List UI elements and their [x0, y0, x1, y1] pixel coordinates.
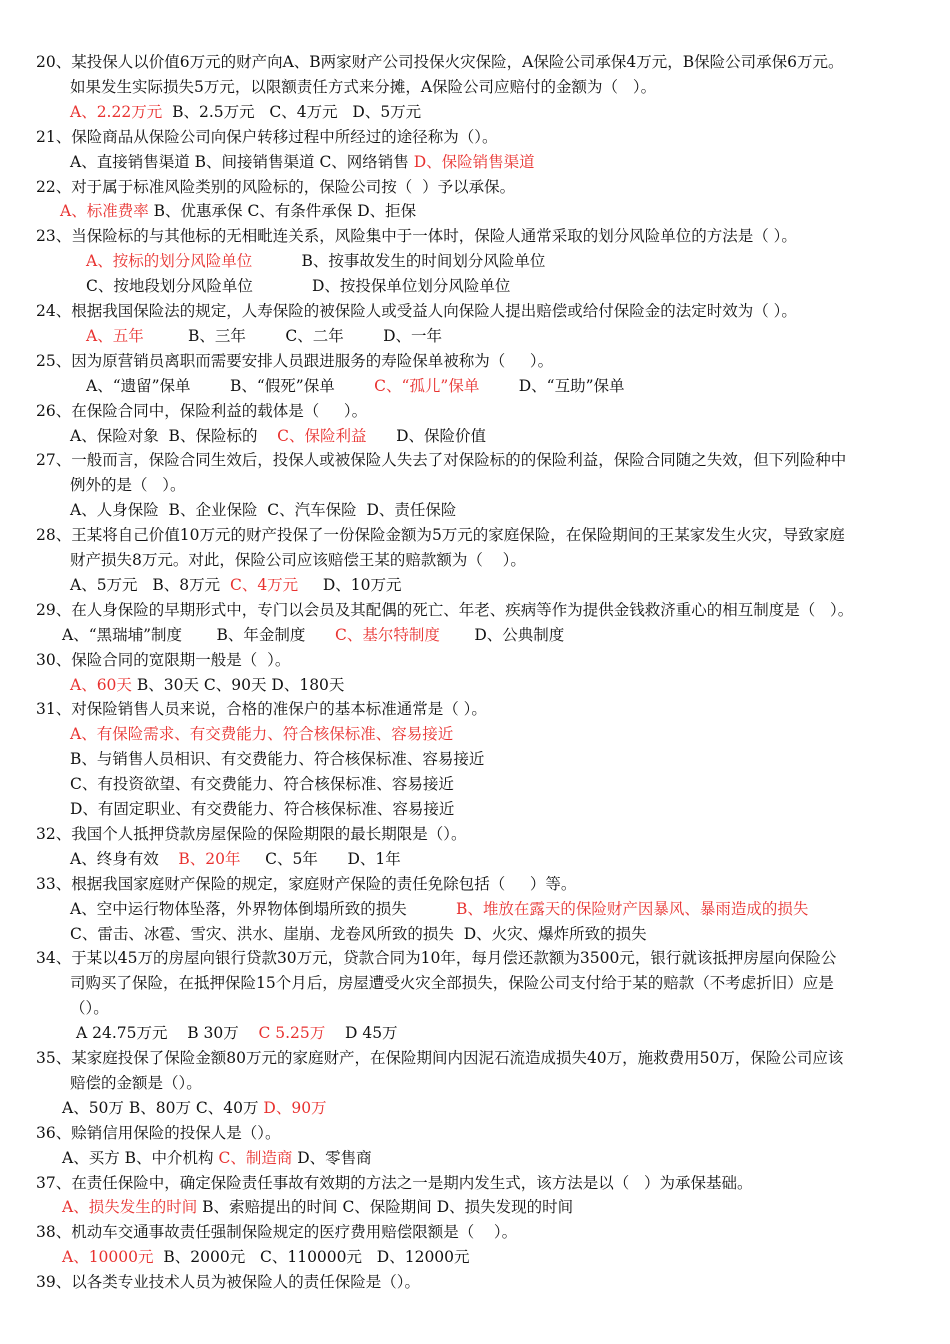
- line-text: A 24.75万元 B 30万: [76, 1024, 259, 1043]
- line-text: A、买方 B、中介机构: [62, 1148, 219, 1167]
- line-text: 34、于某以45万的房屋向银行贷款30万元，贷款合同为10年，每月偿还款额为3500元，银行就该抵押房屋向保险公: [36, 949, 837, 968]
- line-text: 财产损失8万元。对此，保险公司应该赔偿王某的赔款额为（ ）。: [70, 551, 526, 569]
- line-text: D、公典制度: [439, 625, 565, 644]
- text-line: [0, 50, 950, 74]
- text-line: [0, 598, 950, 622]
- line-text: A、终身有效: [70, 849, 179, 868]
- line-text: 20、某投保人以价值6万元的财产向A、B两家财产公司投保火灾保险，A保险公司承保4万元，B保险公司承保6万元。: [36, 53, 844, 71]
- answer-text: C 5.25万: [258, 1024, 326, 1043]
- text-line: [0, 722, 950, 746]
- line-text: 33、根据我国家庭财产保险的规定，家庭财产保险的责任免除包括（ ）等。: [36, 874, 577, 893]
- text-line: [0, 1195, 950, 1219]
- line-text: B、30天 C、90天 D、180天: [131, 675, 345, 694]
- line-text: 31、对保险销售人员来说，合格的准保户的基本标准通常是（ ）。: [36, 700, 487, 719]
- answer-text: A、10000元: [62, 1248, 154, 1267]
- answer-text: D、90万: [263, 1098, 327, 1117]
- line-text: 如果发生实际损失5万元，以限额责任方式来分摊，A保险公司应赔付的金额为（ ）。: [70, 77, 657, 96]
- text-line: [0, 424, 950, 448]
- answer-text: A、有保险需求、有交费能力、符合核保标准、容易接近: [70, 725, 454, 744]
- text-line: [0, 498, 950, 522]
- line-text: D 45万: [325, 1024, 398, 1043]
- text-line: [0, 1270, 950, 1294]
- line-text: B、与销售人员相识、有交费能力、符合核保标准、容易接近: [70, 750, 485, 769]
- answer-text: C、保险利益: [277, 426, 367, 445]
- text-line: [0, 797, 950, 821]
- text-line: [0, 573, 950, 597]
- line-text: 26、在保险合同中，保险利益的载体是（ ）。: [36, 401, 368, 420]
- text-line: [0, 772, 950, 796]
- text-line: [0, 399, 950, 423]
- line-text: 29、在人身保险的早期形式中，专门以会员及其配偶的死亡、年老、疾病等作为提供金钱救济重心的相互制度是（ ）。: [36, 600, 854, 619]
- text-line: [0, 1220, 950, 1244]
- line-text: 35、某家庭投保了保险金额80万元的家庭财产，在保险期间内因泥石流造成损失40万，施救费用50万，保险公司应该: [36, 1049, 844, 1067]
- line-text: C、有投资欲望、有交费能力、符合核保标准、容易接近: [70, 775, 454, 794]
- line-text: D、保险价值: [366, 426, 487, 445]
- text-line: [0, 100, 950, 124]
- text-line: [0, 747, 950, 771]
- answer-text: A、五年: [86, 326, 144, 345]
- text-line: [0, 1146, 950, 1170]
- answer-text: C、“孤儿”保单: [374, 376, 480, 395]
- line-text: D、零售商: [292, 1148, 372, 1167]
- line-text: 例外的是（ ）。: [70, 476, 186, 495]
- line-text: 32、我国个人抵押贷款房屋保险的保险期限的最长期限是（）。: [36, 824, 467, 843]
- text-line: [0, 274, 950, 298]
- line-text: B、2000元 C、110000元 D、12000元: [153, 1248, 470, 1267]
- line-text: C、按地段划分风险单位 D、按投保单位划分风险单位: [86, 277, 511, 296]
- text-line: [0, 299, 950, 323]
- text-line: [0, 897, 950, 921]
- text-line: [0, 822, 950, 846]
- text-line: [0, 224, 950, 248]
- line-text: D、有固定职业、有交费能力、符合核保标准、容易接近: [70, 800, 455, 818]
- line-text: 21、保险商品从保险公司向保户转移过程中所经过的途径称为（）。: [36, 127, 498, 146]
- answer-text: A、标准费率: [60, 202, 149, 221]
- text-line: [0, 1096, 950, 1120]
- line-text: B、优惠承保 C、有条件承保 D、拒保: [148, 202, 417, 221]
- text-line: [0, 697, 950, 721]
- line-text: B、按事故发生的时间划分风险单位: [252, 252, 546, 271]
- line-text: 司购买了保险，在抵押保险15个月后，房屋遭受火灾全部损失，保险公司支付给于某的赔款（不考虑折旧）应是: [70, 974, 834, 993]
- text-line: [0, 1171, 950, 1195]
- text-line: [0, 1071, 950, 1095]
- text-line: [0, 548, 950, 572]
- text-line: [0, 1121, 950, 1145]
- text-line: [0, 673, 950, 697]
- line-text: A、“遗留”保单 B、“假死”保单: [86, 376, 375, 395]
- line-text: C、5年 D、1年: [240, 849, 401, 868]
- text-line: [0, 349, 950, 373]
- text-line: [0, 324, 950, 348]
- answer-text: B、20年: [178, 849, 241, 868]
- text-line: [0, 1046, 950, 1070]
- line-text: B、三年 C、二年 D、一年: [143, 326, 443, 345]
- line-text: A、保险对象 B、保险标的: [70, 426, 278, 445]
- line-text: D、“互助”保单: [479, 376, 625, 395]
- text-line: [0, 249, 950, 273]
- text-line: [0, 523, 950, 547]
- text-line: [0, 1245, 950, 1269]
- line-text: 30、保险合同的宽限期一般是（ ）。: [36, 650, 291, 669]
- text-line: [0, 199, 950, 223]
- line-text: A、空中运行物体坠落，外界物体倒塌所致的损失: [70, 899, 456, 918]
- text-line: [0, 971, 950, 995]
- answer-text: C、4万元: [229, 575, 299, 594]
- text-line: [0, 922, 950, 946]
- line-text: D、10万元: [298, 575, 402, 594]
- answer-text: B、堆放在露天的保险财产因暴风、暴雨造成的损失: [455, 899, 809, 918]
- line-text: A、5万元 B、8万元: [70, 575, 230, 594]
- text-line: [0, 648, 950, 672]
- text-line: [0, 1021, 950, 1045]
- line-text: 22、对于属于标准风险类别的风险标的，保险公司按（ ）予以承保。: [36, 177, 516, 196]
- text-line: [0, 847, 950, 871]
- answer-text: A、60天: [70, 675, 132, 694]
- text-line: [0, 448, 950, 472]
- line-text: 23、当保险标的与其他标的无相毗连关系，风险集中于一体时，保险人通常采取的划分风险单位的方法是（ ）。: [36, 227, 797, 246]
- line-text: A、“黑瑞埔”制度 B、年金制度: [62, 625, 335, 644]
- text-line: [0, 374, 950, 398]
- line-text: （）。: [70, 999, 109, 1018]
- line-text: A、人身保险 B、企业保险 C、汽车保险 D、责任保险: [70, 501, 457, 520]
- line-text: 赔偿的金额是（）。: [70, 1073, 202, 1092]
- line-text: 25、因为原营销员离职而需要安排人员跟进服务的寿险保单被称为（ ）。: [36, 351, 554, 370]
- line-text: 38、机动车交通事故责任强制保险规定的医疗费用赔偿限额是（ ）。: [36, 1223, 518, 1242]
- text-line: [0, 872, 950, 896]
- text-line: [0, 996, 950, 1020]
- line-text: A、直接销售渠道 B、间接销售渠道 C、网络销售: [70, 152, 414, 171]
- answer-text: C、制造商: [218, 1148, 293, 1167]
- text-line: [0, 175, 950, 199]
- text-line: [0, 125, 950, 149]
- line-text: A、50万 B、80万 C、40万: [62, 1098, 264, 1117]
- answer-text: D、保险销售渠道: [413, 152, 535, 171]
- text-line: [0, 473, 950, 497]
- text-line: [0, 623, 950, 647]
- answer-text: A、2.22万元: [70, 102, 163, 121]
- answer-text: A、按标的划分风险单位: [86, 252, 253, 271]
- line-text: 36、赊销信用保险的投保人是（）。: [36, 1123, 281, 1142]
- line-text: 27、一般而言，保险合同生效后，投保人或被保险人失去了对保险标的的保险利益，保险合同随之失效，但下列险种中: [36, 451, 847, 470]
- answer-text: C、基尔特制度: [334, 625, 440, 644]
- line-text: B、2.5万元 C、4万元 D、5万元: [162, 102, 422, 121]
- line-text: B、索赔提出的时间 C、保险期间 D、损失发现的时间: [197, 1198, 574, 1217]
- line-text: 37、在责任保险中，确定保险责任事故有效期的方法之一是期内发生式，该方法是以（ ）为承保基础。: [36, 1173, 753, 1192]
- text-line: [0, 150, 950, 174]
- line-text: 24、根据我国保险法的规定，人寿保险的被保险人或受益人向保险人提出赔偿或给付保险金的法定时效为（ ）。: [36, 302, 797, 320]
- text-line: [0, 75, 950, 99]
- line-text: 39、以各类专业技术人员为被保险人的责任保险是（）。: [36, 1273, 420, 1292]
- text-line: [0, 946, 950, 970]
- line-text: 28、王某将自己价值10万元的财产投保了一份保险金额为5万元的家庭保险，在保险期间的王某家发生火灾，导致家庭: [36, 526, 845, 545]
- answer-text: A、损失发生的时间: [62, 1198, 198, 1217]
- line-text: C、雷击、冰雹、雪灾、洪水、崖崩、龙卷风所致的损失 D、火灾、爆炸所致的损失: [70, 924, 647, 943]
